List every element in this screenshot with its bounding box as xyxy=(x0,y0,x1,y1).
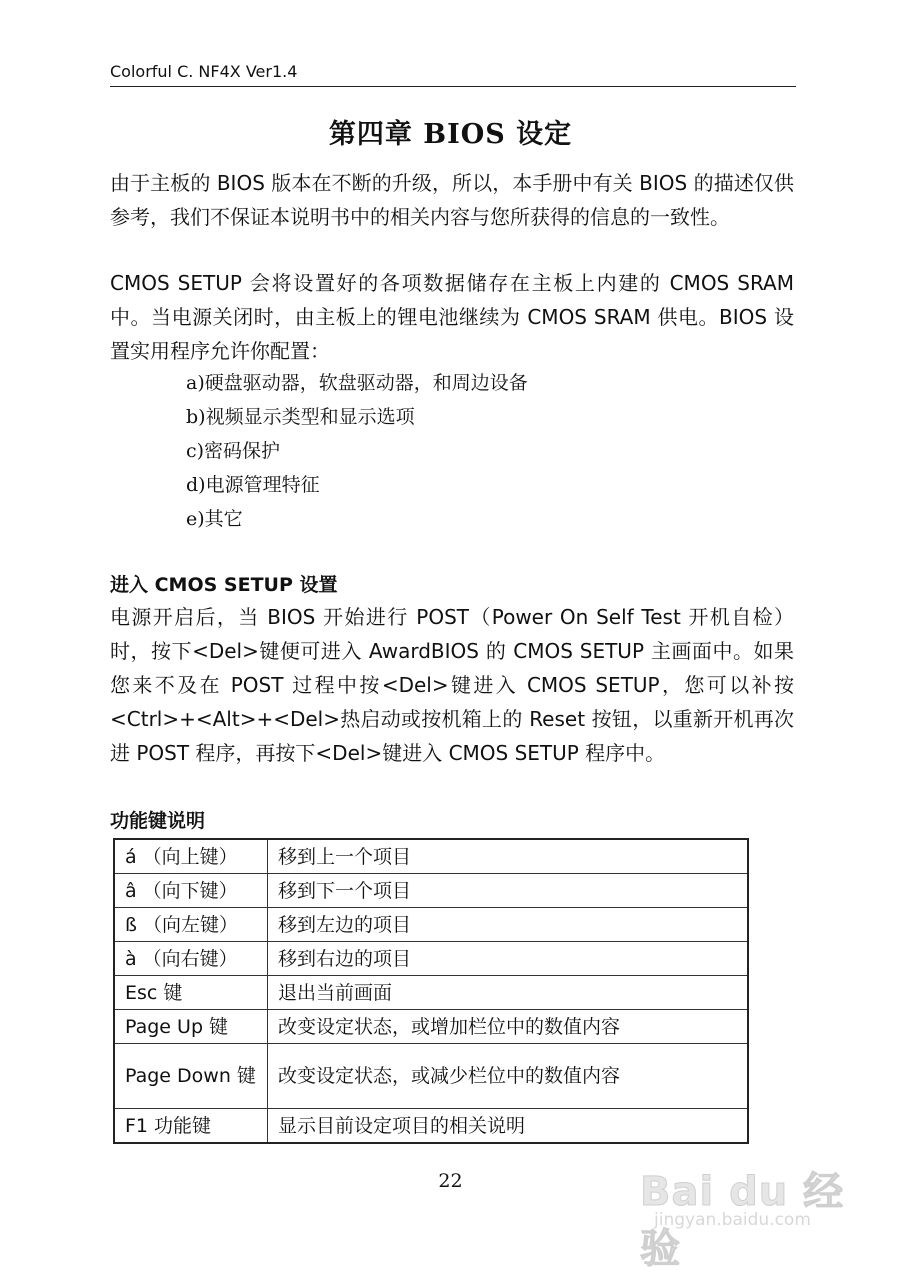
table-row xyxy=(114,942,748,976)
desc-cell: 改变设定状态，或减少栏位中的数值内容 xyxy=(268,1044,749,1109)
list-item: d)电源管理特征 xyxy=(186,474,320,496)
list-item: a)硬盘驱动器，软盘驱动器，和周边设备 xyxy=(186,372,528,394)
table-row xyxy=(114,839,748,874)
intro-paragraph-2: CMOS SETUP 会将设置好的各项数据储存在主板上内建的 CMOS SRAM 中。当电源关闭时，由主板上的锂电池继续为 CMOS SRAM 供电。BIOS 设置实用程序允许你配置： xyxy=(110,271,794,363)
key-cell: Page Up 键 xyxy=(114,1010,268,1044)
list-item: e)其它 xyxy=(186,508,243,530)
page-number: 22 xyxy=(438,1170,463,1192)
enter-setup-paragraph: 电源开启后，当 BIOS 开始进行 POST（Power On Self Test 开机自检）时，按下<Del>键便可进入 AwardBIOS 的 CMOS SETUP 主画面中。如果您来不及在 POST 过程中按<Del>键进入 CMOS SETUP，您可以补按<Ctrl>+<Alt>+<Del>热启动或按机箱上的 Reset 按钮，以重新开机再次进 POST 程序，再按下<Del>键进入 CMOS SETUP 程序中。 xyxy=(110,605,794,765)
desc-cell: 显示目前设定项目的相关说明 xyxy=(268,1109,749,1144)
key-cell: ß （向左键） xyxy=(114,908,268,942)
table-row xyxy=(114,976,748,1010)
intro-paragraph-1: 由于主板的 BIOS 版本在不断的升级，所以，本手册中有关 BIOS 的描述仅供参考，我们不保证本说明书中的相关内容与您所获得的信息的一致性。 xyxy=(110,171,794,229)
watermark-url: jingyan.baidu.com xyxy=(654,1210,811,1230)
config-list xyxy=(186,366,528,536)
section-heading-enter-setup: 进入 CMOS SETUP 设置 xyxy=(110,574,338,596)
desc-cell: 移到右边的项目 xyxy=(268,942,749,976)
key-cell: Esc 键 xyxy=(114,976,268,1010)
section-heading-function-keys: 功能键说明 xyxy=(110,810,206,832)
list-item: b)视频显示类型和显示选项 xyxy=(186,406,415,428)
list-item: c)密码保护 xyxy=(186,440,281,462)
table-row xyxy=(114,874,748,908)
desc-cell: 改变设定状态，或增加栏位中的数值内容 xyxy=(268,1010,749,1044)
running-header: Colorful C. NF4X Ver1.4 xyxy=(110,60,796,87)
key-cell: á （向上键） xyxy=(114,839,268,874)
key-cell: à （向右键） xyxy=(114,942,268,976)
function-key-table xyxy=(113,838,749,1144)
desc-cell: 移到下一个项目 xyxy=(268,874,749,908)
desc-cell: 移到左边的项目 xyxy=(268,908,749,942)
watermark xyxy=(640,1160,880,1272)
table-row xyxy=(114,908,748,942)
table-row xyxy=(114,1109,748,1144)
watermark-brand: Bai du 经验 xyxy=(640,1169,845,1272)
chapter-title: 第四章 BIOS 设定 xyxy=(328,119,573,150)
key-cell: F1 功能键 xyxy=(114,1109,268,1144)
key-cell: Page Down 键 xyxy=(114,1044,268,1109)
table-row xyxy=(114,1010,748,1044)
desc-cell: 移到上一个项目 xyxy=(268,839,749,874)
table-row xyxy=(114,1044,748,1109)
desc-cell: 退出当前画面 xyxy=(268,976,749,1010)
key-cell: â （向下键） xyxy=(114,874,268,908)
